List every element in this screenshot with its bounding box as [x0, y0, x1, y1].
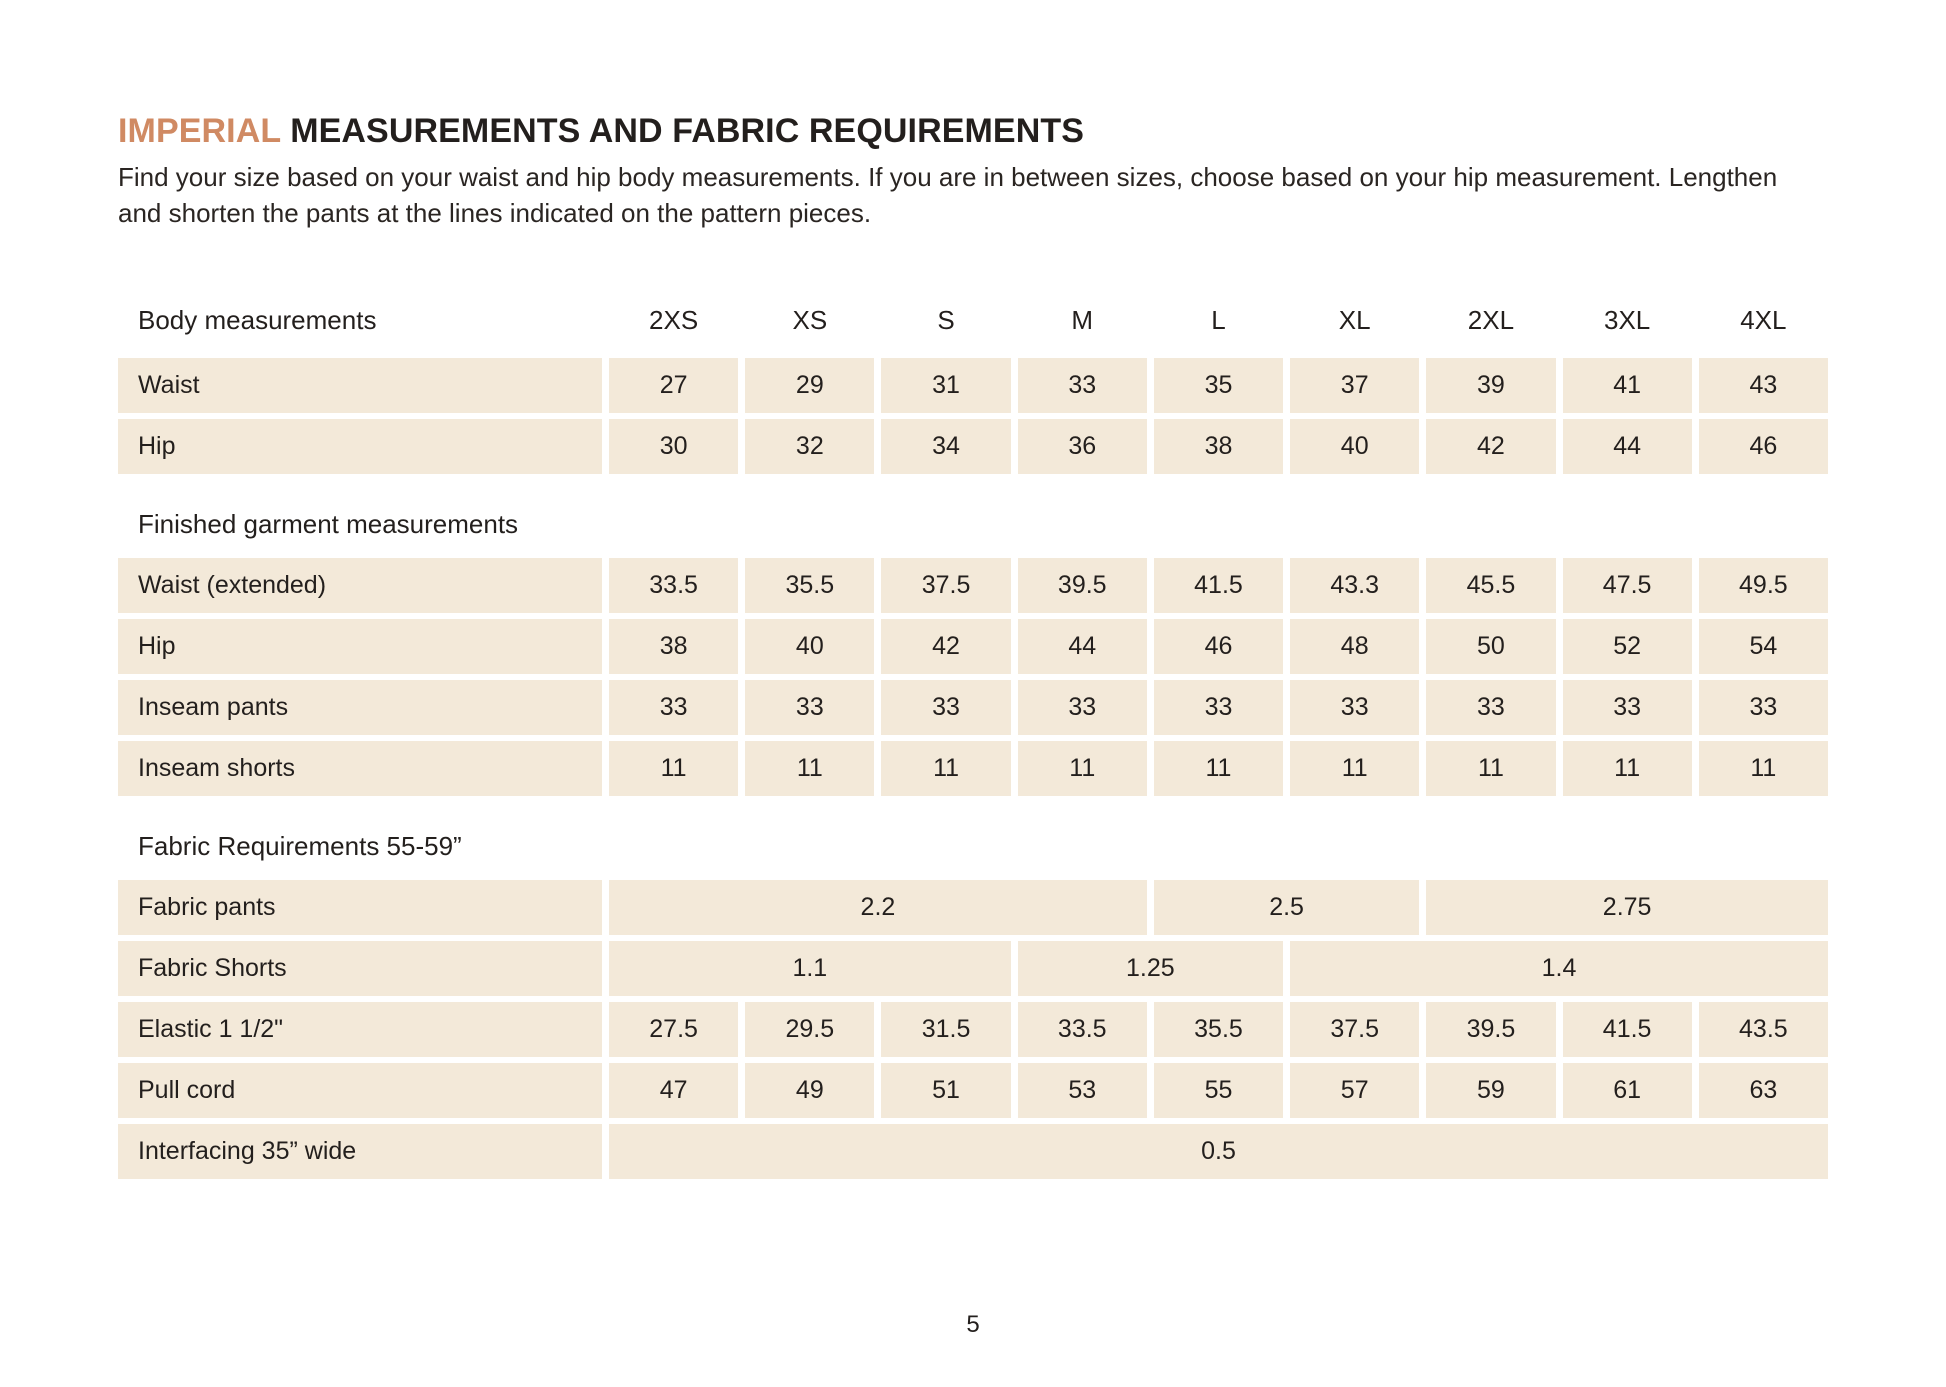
table-cell-2xl: 39.5: [1426, 1002, 1555, 1057]
table-cell-m: 53: [1018, 1063, 1147, 1118]
page-title: [118, 112, 1828, 150]
column-header-xl: XL: [1338, 305, 1371, 336]
table-cell-m: 33: [1018, 680, 1147, 735]
table-row: [118, 1063, 1828, 1118]
page-content: [118, 112, 1828, 1179]
table-cell-merged: 2.2: [609, 880, 1147, 935]
table-cell-xs: 35.5: [745, 558, 874, 613]
table-cell-3xl: 44: [1563, 419, 1692, 474]
table-row: [118, 358, 1828, 413]
table-cell-l: 41.5: [1154, 558, 1283, 613]
page-number: 5: [966, 1311, 980, 1338]
table-cell-4xl: 54: [1699, 619, 1828, 674]
table-cell-xs: 49: [745, 1063, 874, 1118]
table-cell-l: 46: [1154, 619, 1283, 674]
table-cell-merged: 0.5: [609, 1124, 1828, 1179]
section-spacer: [118, 480, 1828, 494]
table-cell-2xs: 11: [609, 741, 738, 796]
table-cell-3xl: 41: [1563, 358, 1692, 413]
table-cell-s: 37.5: [881, 558, 1010, 613]
column-header-s: S: [937, 305, 955, 336]
table-cell-2xl: 33: [1426, 680, 1555, 735]
measurement-table: [118, 290, 1828, 1179]
table-cell-merged: 2.5: [1154, 880, 1419, 935]
table-row: [118, 941, 1828, 996]
table-cell-xs: 11: [745, 741, 874, 796]
table-cell-l: 38: [1154, 419, 1283, 474]
table-cell-xs: 40: [745, 619, 874, 674]
table-cell-merged: 1.4: [1290, 941, 1828, 996]
table-cell-merged: 2.75: [1426, 880, 1828, 935]
row-label: Interfacing 35” wide: [118, 1124, 602, 1179]
table-cell-xl: 33: [1290, 680, 1419, 735]
table-cell-2xs: 27: [609, 358, 738, 413]
row-label: Hip: [118, 619, 602, 674]
table-cell-2xs: 38: [609, 619, 738, 674]
table-cell-l: 33: [1154, 680, 1283, 735]
column-header-xs: XS: [792, 305, 828, 336]
section-header-label: Fabric Requirements 55-59”: [138, 831, 462, 862]
row-label: Elastic 1 1/2": [118, 1002, 602, 1057]
table-row: [118, 558, 1828, 613]
table-cell-2xl: 42: [1426, 419, 1555, 474]
table-cell-2xl: 11: [1426, 741, 1555, 796]
table-cell-l: 11: [1154, 741, 1283, 796]
table-cell-s: 34: [881, 419, 1010, 474]
table-cell-xl: 57: [1290, 1063, 1419, 1118]
table-cell-m: 39.5: [1018, 558, 1147, 613]
table-cell-4xl: 43: [1699, 358, 1828, 413]
table-cell-l: 55: [1154, 1063, 1283, 1118]
table-row: [118, 1002, 1828, 1057]
table-cell-xl: 37: [1290, 358, 1419, 413]
table-cell-l: 35: [1154, 358, 1283, 413]
table-cell-m: 44: [1018, 619, 1147, 674]
page-title-highlight: IMPERIAL: [118, 112, 281, 150]
table-cell-xl: 37.5: [1290, 1002, 1419, 1057]
section-header-row: [118, 290, 1828, 352]
row-label: Fabric pants: [118, 880, 602, 935]
table-cell-3xl: 33: [1563, 680, 1692, 735]
table-cell-m: 36: [1018, 419, 1147, 474]
section-header-label: Finished garment measurements: [138, 509, 519, 540]
page-title-rest: MEASUREMENTS AND FABRIC REQUIREMENTS: [290, 112, 1085, 150]
table-cell-s: 11: [881, 741, 1010, 796]
row-label: Inseam shorts: [118, 741, 602, 796]
table-cell-xs: 33: [745, 680, 874, 735]
table-cell-s: 51: [881, 1063, 1010, 1118]
column-header-2xs: 2XS: [649, 305, 699, 336]
table-row: [118, 880, 1828, 935]
table-row: [118, 419, 1828, 474]
column-header-2xl: 2XL: [1467, 305, 1515, 336]
table-cell-m: 11: [1018, 741, 1147, 796]
table-cell-s: 33: [881, 680, 1010, 735]
table-cell-4xl: 49.5: [1699, 558, 1828, 613]
table-cell-m: 33.5: [1018, 1002, 1147, 1057]
table-cell-2xs: 33.5: [609, 558, 738, 613]
row-label: Fabric Shorts: [118, 941, 602, 996]
table-cell-3xl: 52: [1563, 619, 1692, 674]
section-spacer: [118, 802, 1828, 816]
table-cell-2xl: 50: [1426, 619, 1555, 674]
table-cell-3xl: 11: [1563, 741, 1692, 796]
intro-paragraph: Find your size based on your waist and hip body measurements. If you are in between sizes, choose based on your hip measurement. Lengthen and shorten the pants at the lines indicated on the pattern pieces.: [118, 162, 1778, 228]
table-cell-3xl: 47.5: [1563, 558, 1692, 613]
column-header-m: M: [1071, 305, 1094, 336]
table-cell-3xl: 41.5: [1563, 1002, 1692, 1057]
table-cell-xs: 29: [745, 358, 874, 413]
table-row: [118, 680, 1828, 735]
row-label: Waist: [118, 358, 602, 413]
table-cell-s: 31: [881, 358, 1010, 413]
table-cell-4xl: 11: [1699, 741, 1828, 796]
table-cell-merged: 1.25: [1018, 941, 1283, 996]
table-cell-merged: 1.1: [609, 941, 1011, 996]
table-cell-s: 42: [881, 619, 1010, 674]
table-cell-xl: 48: [1290, 619, 1419, 674]
table-cell-xs: 29.5: [745, 1002, 874, 1057]
table-cell-4xl: 33: [1699, 680, 1828, 735]
table-row: [118, 1124, 1828, 1179]
table-cell-xl: 43.3: [1290, 558, 1419, 613]
row-label: Hip: [118, 419, 602, 474]
table-cell-4xl: 63: [1699, 1063, 1828, 1118]
table-row: [118, 619, 1828, 674]
column-header-l: L: [1211, 305, 1226, 336]
column-header-3xl: 3XL: [1604, 305, 1651, 336]
table-cell-2xs: 30: [609, 419, 738, 474]
table-cell-l: 35.5: [1154, 1002, 1283, 1057]
row-label: Waist (extended): [118, 558, 602, 613]
table-cell-2xs: 47: [609, 1063, 738, 1118]
table-cell-3xl: 61: [1563, 1063, 1692, 1118]
table-cell-xl: 40: [1290, 419, 1419, 474]
table-cell-xs: 32: [745, 419, 874, 474]
section-header-label: Body measurements: [138, 305, 377, 336]
row-label: Inseam pants: [118, 680, 602, 735]
column-header-4xl: 4XL: [1740, 305, 1787, 336]
table-cell-2xl: 59: [1426, 1063, 1555, 1118]
table-cell-2xl: 45.5: [1426, 558, 1555, 613]
row-label: Pull cord: [118, 1063, 602, 1118]
table-row: [118, 741, 1828, 796]
table-cell-2xs: 27.5: [609, 1002, 738, 1057]
table-cell-4xl: 46: [1699, 419, 1828, 474]
table-cell-2xl: 39: [1426, 358, 1555, 413]
section-header-row: [118, 816, 1828, 878]
table-cell-2xs: 33: [609, 680, 738, 735]
table-cell-m: 33: [1018, 358, 1147, 413]
table-cell-s: 31.5: [881, 1002, 1010, 1057]
section-header-row: [118, 494, 1828, 556]
table-cell-4xl: 43.5: [1699, 1002, 1828, 1057]
table-cell-xl: 11: [1290, 741, 1419, 796]
